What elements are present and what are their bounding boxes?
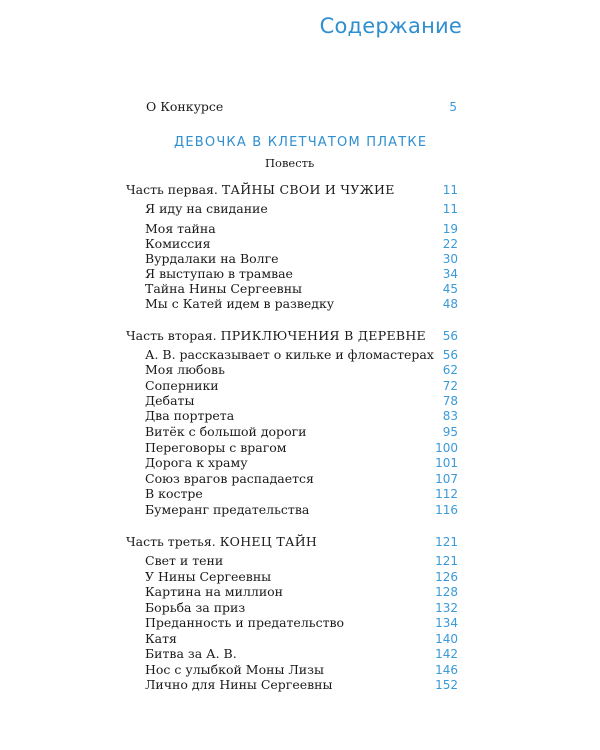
toc-chapter-page: 128 xyxy=(435,585,458,599)
toc-chapter[interactable] xyxy=(0,266,600,282)
toc-chapter-title: В костре xyxy=(145,486,203,501)
toc-chapter[interactable] xyxy=(0,677,600,693)
toc-chapter-page: 62 xyxy=(442,363,458,377)
toc-chapter[interactable] xyxy=(0,615,600,631)
toc-chapter-title: Вурдалаки на Волге xyxy=(145,251,279,266)
toc-chapter[interactable] xyxy=(0,221,600,237)
toc-chapter-title: Союз врагов распадается xyxy=(145,471,314,486)
toc-chapter-page: 56 xyxy=(442,348,458,362)
toc-chapter-page: 78 xyxy=(442,394,458,408)
toc-chapter-page: 19 xyxy=(442,222,458,236)
toc-chapter-title: Борьба за приз xyxy=(145,600,246,615)
toc-chapter-page: 112 xyxy=(435,487,458,501)
toc-part-name: ПРИКЛЮЧЕНИЯ В ДЕРЕВНЕ xyxy=(220,328,426,343)
story-title: ДЕВОЧКА В КЛЕТЧАТОМ ПЛАТКЕ xyxy=(174,135,428,150)
toc-chapter-page: 45 xyxy=(442,282,458,296)
toc-chapter[interactable] xyxy=(0,424,600,440)
toc-chapter-title: Картина на миллион xyxy=(145,584,284,599)
toc-chapter-page: 152 xyxy=(435,678,458,692)
story-subtitle: Повесть xyxy=(265,156,315,170)
toc-part-label: Часть третья. xyxy=(126,534,216,549)
toc-part-page: 56 xyxy=(442,329,458,343)
toc-chapter[interactable] xyxy=(0,408,600,424)
toc-entry-intro[interactable] xyxy=(0,99,600,115)
toc-chapter-page: 30 xyxy=(442,252,458,266)
toc-chapter-title: Дорога к храму xyxy=(145,455,248,470)
toc-chapter[interactable] xyxy=(0,584,600,600)
toc-entry-title: О Конкурсе xyxy=(146,99,224,114)
toc-chapter[interactable] xyxy=(0,347,600,363)
toc-chapter[interactable] xyxy=(0,471,600,487)
toc-chapter-page: 121 xyxy=(435,554,458,568)
toc-chapter-page: 107 xyxy=(435,472,458,486)
toc-chapter-page: 134 xyxy=(435,616,458,630)
toc-chapter[interactable] xyxy=(0,393,600,409)
toc-part-label: Часть первая. xyxy=(126,182,218,197)
toc-chapter-title: Битва за А. В. xyxy=(145,646,237,661)
toc-chapter[interactable] xyxy=(0,569,600,585)
toc-chapter-title: Свет и тени xyxy=(145,553,224,568)
toc-chapter-page: 72 xyxy=(442,379,458,393)
toc-chapter[interactable] xyxy=(0,440,600,456)
toc-chapter-page: 11 xyxy=(442,202,458,216)
toc-chapter-page: 100 xyxy=(435,441,458,455)
toc-chapter-title: Катя xyxy=(145,631,177,646)
toc-chapter-title: Комиссия xyxy=(145,236,211,251)
toc-part-label: Часть вторая. xyxy=(126,328,217,343)
toc-chapter-page: 116 xyxy=(435,503,458,517)
toc-part-heading xyxy=(126,328,426,344)
toc-chapter-page: 101 xyxy=(435,456,458,470)
toc-chapter-title: Лично для Нины Сергеевны xyxy=(145,677,333,692)
toc-chapter-title: Мы с Катей идем в разведку xyxy=(145,296,335,311)
toc-chapter[interactable] xyxy=(0,281,600,297)
toc-chapter[interactable] xyxy=(0,296,600,312)
toc-chapter[interactable] xyxy=(0,486,600,502)
toc-chapter[interactable] xyxy=(0,455,600,471)
toc-chapter-page: 48 xyxy=(442,297,458,311)
toc-part-name: ТАЙНЫ СВОИ И ЧУЖИЕ xyxy=(221,182,395,197)
toc-chapter[interactable] xyxy=(0,251,600,267)
toc-chapter-title: Нос с улыбкой Моны Лизы xyxy=(145,662,324,677)
toc-chapter-title: Моя любовь xyxy=(145,362,225,377)
toc-entry-page: 5 xyxy=(449,100,457,114)
toc-part-heading xyxy=(126,534,317,550)
toc-part-1[interactable] xyxy=(0,182,600,198)
toc-chapter-title: Бумеранг предательства xyxy=(145,502,310,517)
toc-chapter-title: У Нины Сергеевны xyxy=(145,569,272,584)
toc-chapter-page: 142 xyxy=(435,647,458,661)
toc-chapter-title: Два портрета xyxy=(145,408,235,423)
toc-chapter[interactable] xyxy=(0,362,600,378)
toc-chapter-page: 132 xyxy=(435,601,458,615)
toc-chapter-page: 140 xyxy=(435,632,458,646)
toc-chapter[interactable] xyxy=(0,236,600,252)
toc-chapter[interactable] xyxy=(0,378,600,394)
toc-chapter-page: 22 xyxy=(442,237,458,251)
toc-chapter-title: Тайна Нины Сергеевны xyxy=(145,281,302,296)
toc-chapter[interactable] xyxy=(0,201,600,217)
toc-chapter-page: 34 xyxy=(442,267,458,281)
toc-chapter-page: 83 xyxy=(442,409,458,423)
page-title: Содержание xyxy=(319,14,462,38)
toc-chapter[interactable] xyxy=(0,631,600,647)
toc-chapter[interactable] xyxy=(0,600,600,616)
toc-part-2[interactable] xyxy=(0,328,600,344)
toc-chapter-title: Переговоры с врагом xyxy=(145,440,287,455)
toc-chapter-title: Я выступаю в трамвае xyxy=(145,266,293,281)
toc-chapter-title: Дебаты xyxy=(145,393,195,408)
toc-chapter[interactable] xyxy=(0,662,600,678)
toc-part-3[interactable] xyxy=(0,534,600,550)
toc-chapter-page: 146 xyxy=(435,663,458,677)
toc-part-heading xyxy=(126,182,395,198)
toc-chapter[interactable] xyxy=(0,553,600,569)
toc-part-page: 121 xyxy=(435,535,458,549)
toc-chapter[interactable] xyxy=(0,646,600,662)
toc-chapter-page: 95 xyxy=(442,425,458,439)
toc-chapter-title: Я иду на свидание xyxy=(145,201,268,216)
toc-chapter[interactable] xyxy=(0,502,600,518)
toc-chapter-title: Моя тайна xyxy=(145,221,216,236)
toc-part-name: КОНЕЦ ТАЙН xyxy=(219,534,318,549)
toc-chapter-title: Соперники xyxy=(145,378,219,393)
toc-chapter-title: А. В. рассказывает о кильке и фломастерах xyxy=(145,347,434,362)
toc-part-page: 11 xyxy=(442,183,458,197)
toc-chapter-page: 126 xyxy=(435,570,458,584)
toc-chapter-title: Витёк с большой дороги xyxy=(145,424,307,439)
toc-chapter-title: Преданность и предательство xyxy=(145,615,345,630)
